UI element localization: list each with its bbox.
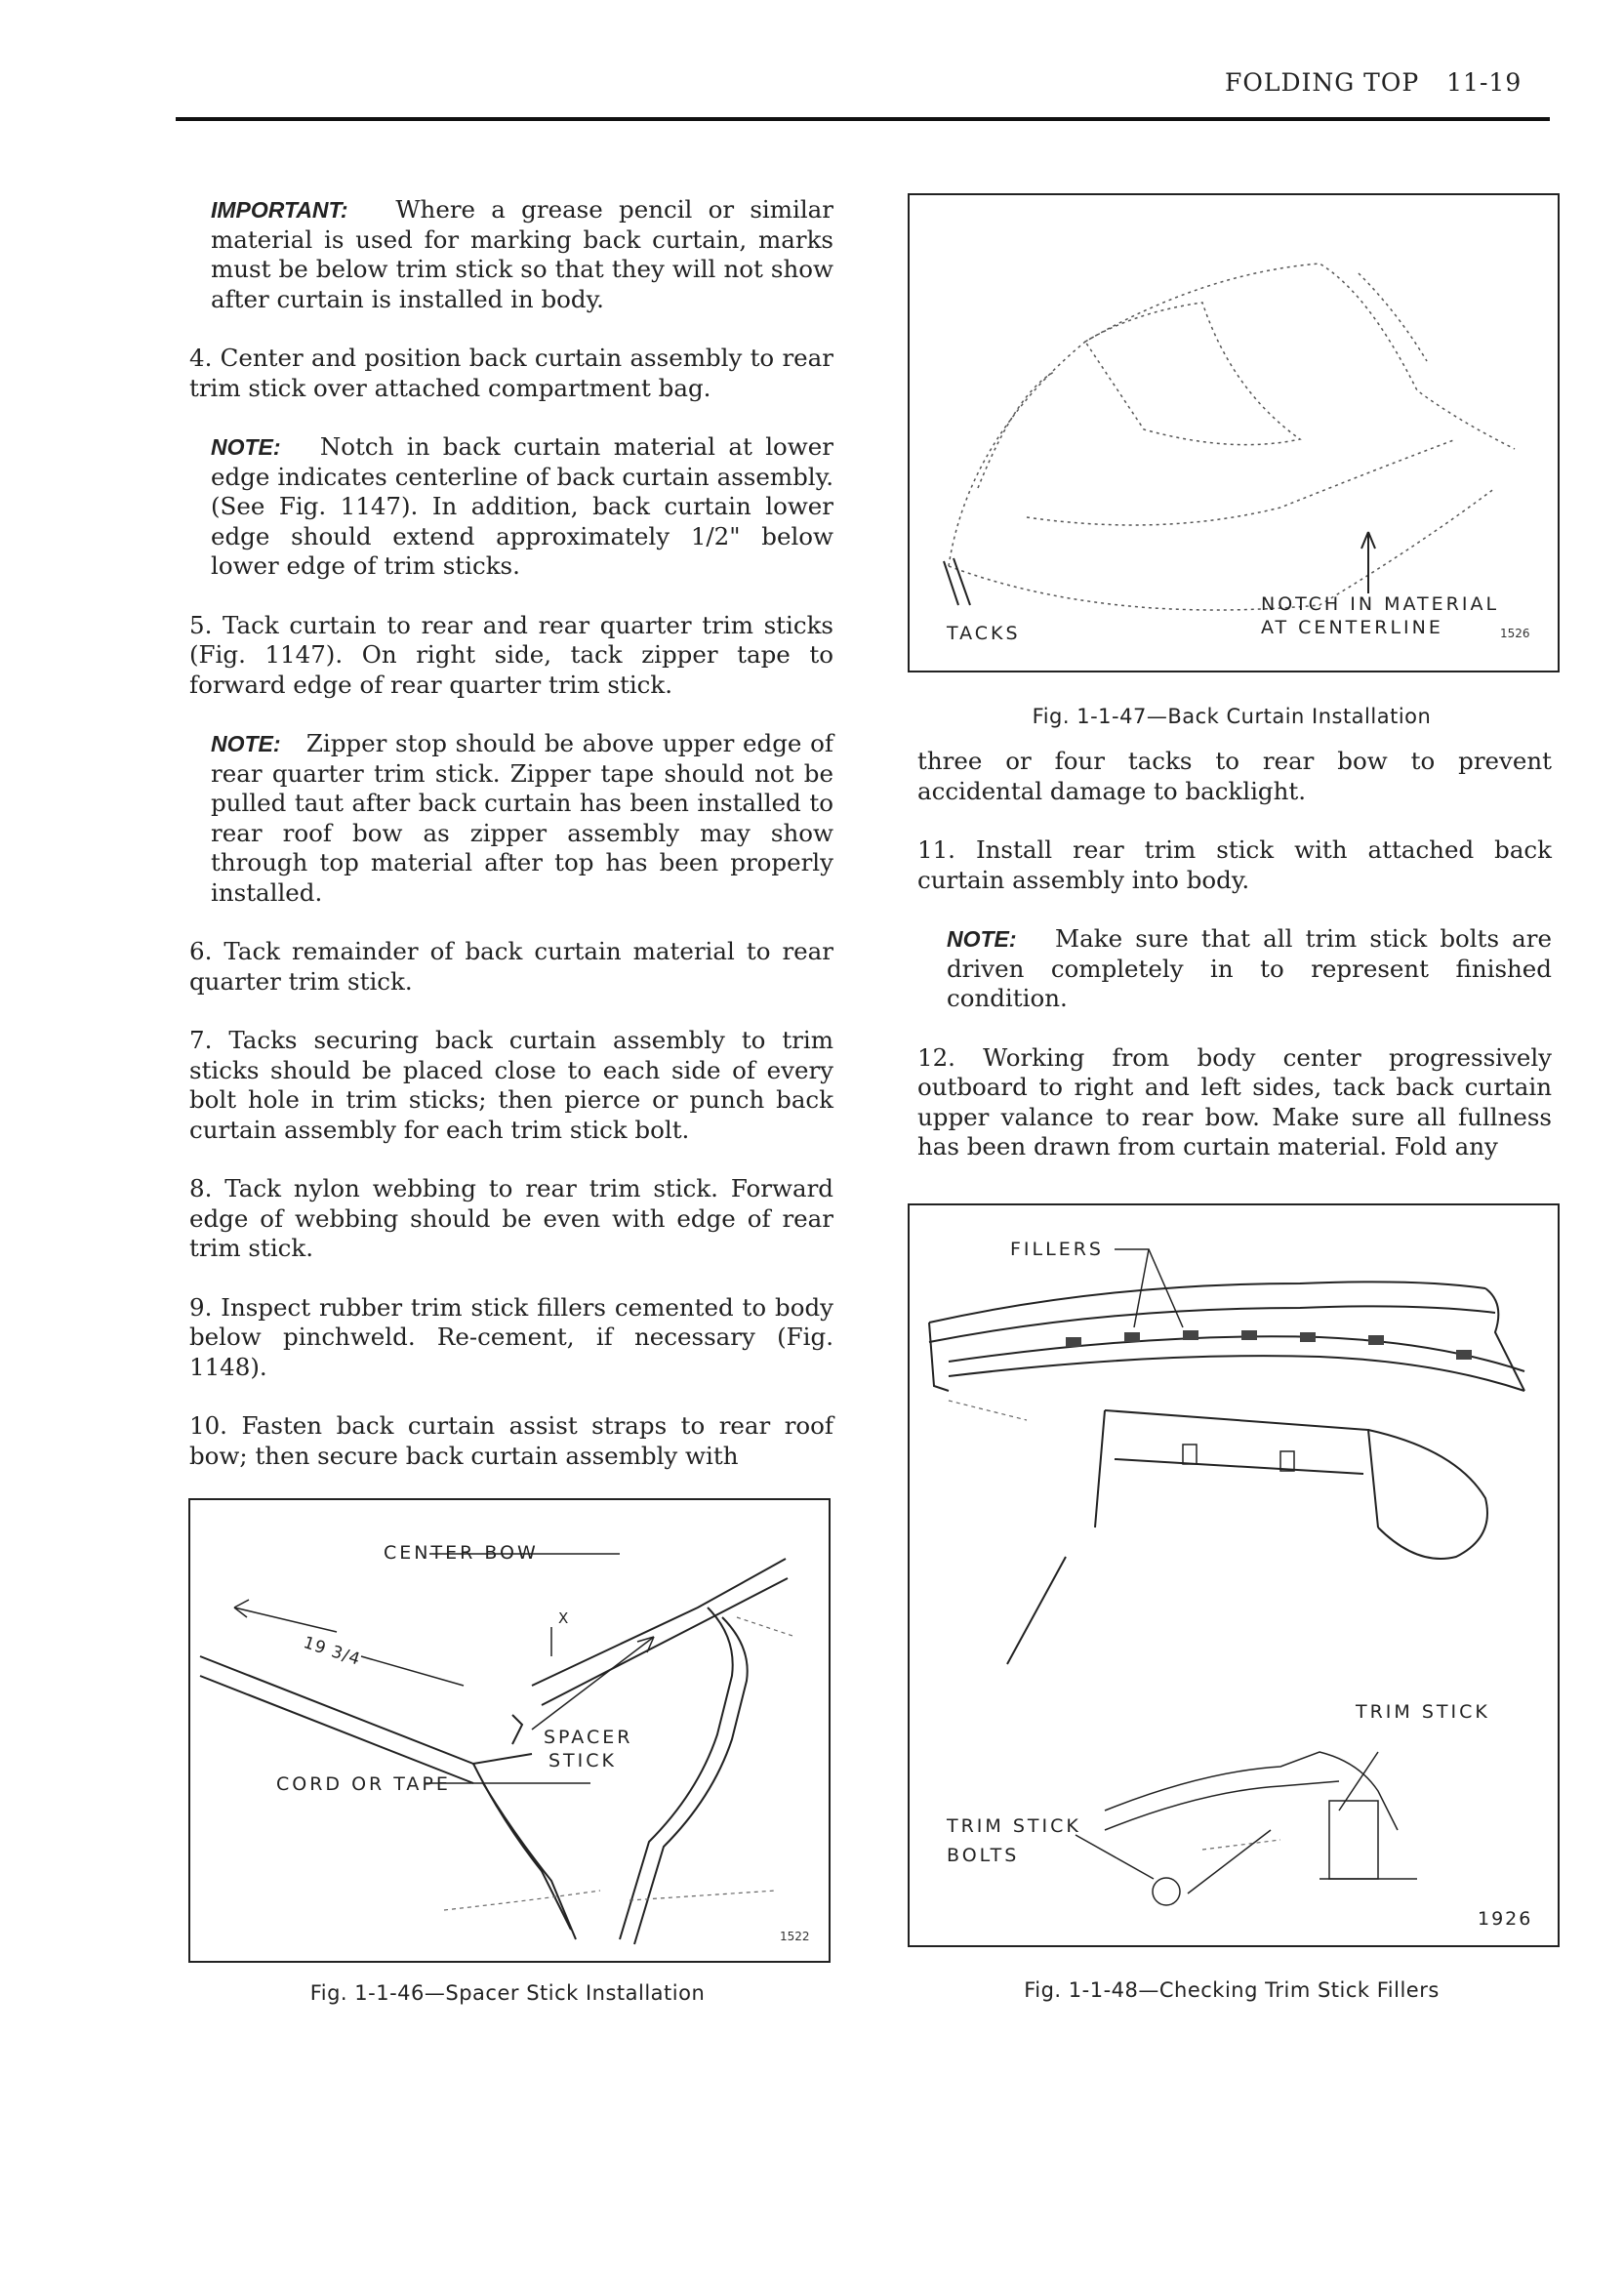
label-x-mark: X [558, 1609, 572, 1627]
figure-number: 1522 [780, 1930, 810, 1943]
note-3 [917, 924, 1552, 1014]
figure-back-curtain-installation [908, 193, 1560, 672]
step-10-continued: three or four tacks to rear bow to prevent accidental damage to backlight. [917, 747, 1552, 805]
label-spacer-line-1: SPACER [544, 1727, 633, 1748]
label-notch-line-1: NOTCH IN MATERIAL [1261, 593, 1500, 615]
note-1-label: NOTE: [211, 434, 281, 460]
label-fillers: FILLERS [1010, 1239, 1104, 1260]
label-dimension: 19 3/4 [301, 1633, 364, 1670]
step-4: 4. Center and position back curtain assembly to rear trim stick over attached compartment bag. [189, 344, 833, 402]
label-notch-line-2: AT CENTERLINE [1261, 617, 1443, 638]
step-11: 11. Install rear trim stick with attached back curtain assembly into body. [917, 835, 1552, 894]
step-7: 7. Tacks securing back curtain assembly to trim sticks should be placed close to each side of every bolt hole in trim sticks; then pierce or punch back curtain assembly for each trim stick bolt. [189, 1026, 833, 1144]
step-10: 10. Fasten back curtain assist straps to rear roof bow; then secure back curtain assembly with [189, 1411, 833, 1470]
header-rule [176, 117, 1550, 121]
step-5: 5. Tack curtain to rear and rear quarter trim sticks (Fig. 1147). On right side, tack zipper tape to forward edge of rear quarter trim stick. [189, 610, 833, 699]
figure-number: 1526 [1500, 627, 1530, 640]
label-trim-stick-bolts-line-1: TRIM STICK [947, 1815, 1081, 1837]
label-center-bow: CENTER BOW [384, 1542, 539, 1564]
spacer-stick-illustration [190, 1500, 829, 1961]
caption-fig-48: Fig. 1-1-48—Checking Trim Stick Fillers [1024, 1978, 1440, 2002]
right-column [917, 747, 1552, 1192]
important-text: Where a grease pencil or similar material is used for marking back curtain, marks must be below trim stick so that they will not show after curtain is installed in body. [211, 195, 833, 313]
step-12: 12. Working from body center progressively outboard to right and left sides, tack back curtain upper valance to rear bow. Make sure all fullness has been drawn from curtain material. Fold any [917, 1042, 1552, 1160]
page-number: 11-19 [1446, 68, 1522, 97]
left-column [189, 195, 833, 1500]
label-trim-stick-bolts-line-2: BOLTS [947, 1845, 1020, 1866]
caption-fig-46: Fig. 1-1-46—Spacer Stick Installation [309, 1981, 706, 2005]
figure-checking-trim-stick-fillers [908, 1203, 1560, 1947]
figure-number: 1926 [1478, 1908, 1533, 1930]
label-cord-or-tape: CORD OR TAPE [276, 1773, 451, 1795]
label-trim-stick: TRIM STICK [1356, 1701, 1490, 1723]
step-8: 8. Tack nylon webbing to rear trim stick. Forward edge of webbing should be even with edge of rear trim stick. [189, 1174, 833, 1262]
label-spacer-line-2: STICK [548, 1750, 617, 1771]
label-tacks: TACKS [947, 623, 1021, 644]
page-header [1225, 68, 1522, 97]
step-6: 6. Tack remainder of back curtain material to rear quarter trim stick. [189, 937, 833, 996]
note-3-label: NOTE: [947, 926, 1017, 952]
caption-fig-47: Fig. 1-1-47—Back Curtain Installation [1032, 705, 1432, 728]
important-label: IMPORTANT: [211, 197, 348, 223]
figure-spacer-stick-installation [188, 1498, 831, 1963]
note-2-text: Zipper stop should be above upper edge of rear quarter trim stick. Zipper tape should not be pulled taut after back curtain has been installed to rear roof bow as zipper assembly may show through top material after top has been properly installed. [211, 729, 833, 907]
note-1-text: Notch in back curtain material at lower edge indicates centerline of back curtain assembly. (See Fig. 1147). In addition, back curtain lower edge should extend approximately 1/2" below lower edge of trim sticks. [211, 432, 833, 580]
step-9: 9. Inspect rubber trim stick fillers cemented to body below pinchweld. Re-cement, if necessary (Fig. 1148). [189, 1292, 833, 1381]
note-2-label: NOTE: [211, 731, 281, 756]
note-1 [189, 432, 833, 582]
important-paragraph [189, 195, 833, 314]
note-2 [189, 729, 833, 908]
note-3-text: Make sure that all trim stick bolts are driven completely in to represent finished condition. [947, 924, 1553, 1012]
section-title: FOLDING TOP [1225, 68, 1420, 97]
